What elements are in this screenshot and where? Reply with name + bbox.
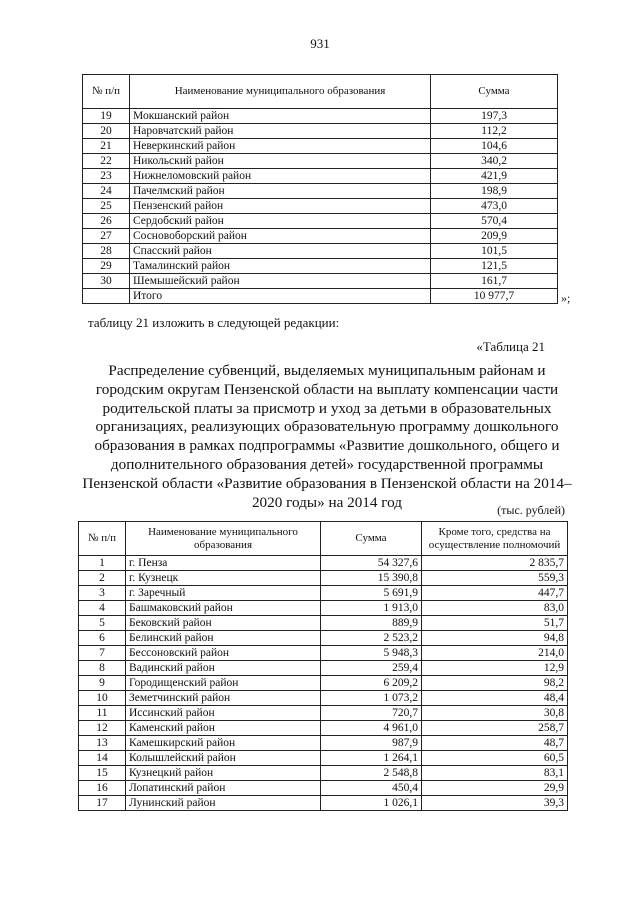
row-extra: 2 835,7 — [422, 556, 568, 571]
row-sum: 4 961,0 — [321, 721, 422, 736]
row-name: Лопатинский район — [126, 781, 321, 796]
row-sum: 112,2 — [431, 124, 558, 139]
row-sum: 2 523,2 — [321, 631, 422, 646]
row-name: Нижнеломовский район — [130, 169, 431, 184]
header-sum: Сумма — [431, 75, 558, 109]
row-num: 12 — [79, 721, 126, 736]
table-row — [83, 124, 558, 139]
row-num: 25 — [83, 199, 130, 214]
row-sum: 473,0 — [431, 199, 558, 214]
row-num: 16 — [79, 781, 126, 796]
row-num: 6 — [79, 631, 126, 646]
row-extra: 83,1 — [422, 766, 568, 781]
row-name: Городищенский район — [126, 676, 321, 691]
row-num: 7 — [79, 646, 126, 661]
total-sum: 10 977,7 — [431, 289, 558, 304]
row-num: 22 — [83, 154, 130, 169]
row-extra: 39,3 — [422, 796, 568, 811]
row-extra: 51,7 — [422, 616, 568, 631]
table-row — [83, 139, 558, 154]
row-extra: 48,4 — [422, 691, 568, 706]
row-extra: 447,7 — [422, 586, 568, 601]
row-sum: 197,3 — [431, 109, 558, 124]
table-heading: Распределение субвенций, выделяемых муниципальным районам и городским округам Пензенской области на выплату компенсации части родительской платы за присмотр и уход за детьми в образовательных организациях, реализующих образовательную программу дошкольного образования в рамках подпрограммы «Развитие дошкольного, общего и дополнительного образования детей» государственной программы Пензенской области «Развитие образования в Пензенской области на 2014–2020 годы» на 2014 год — [82, 362, 572, 511]
row-extra: 258,7 — [422, 721, 568, 736]
row-sum: 161,7 — [431, 274, 558, 289]
table-row — [79, 586, 568, 601]
table-row — [79, 616, 568, 631]
row-extra: 12,9 — [422, 661, 568, 676]
row-sum: 1 026,1 — [321, 796, 422, 811]
header-extra: Кроме того, средства на осуществление полномочий — [422, 522, 568, 556]
row-num: 4 — [79, 601, 126, 616]
table-body — [83, 109, 558, 304]
table-row — [79, 706, 568, 721]
row-name: г. Пенза — [126, 556, 321, 571]
units-note: (тыс. рублей) — [497, 503, 565, 517]
row-extra: 98,2 — [422, 676, 568, 691]
table-row — [79, 601, 568, 616]
table-row — [83, 244, 558, 259]
row-num: 28 — [83, 244, 130, 259]
row-extra: 214,0 — [422, 646, 568, 661]
row-extra: 83,0 — [422, 601, 568, 616]
header-sum: Сумма — [321, 522, 422, 556]
row-sum: 121,5 — [431, 259, 558, 274]
table-row — [79, 631, 568, 646]
row-name: Сосновоборский район — [130, 229, 431, 244]
row-num: 30 — [83, 274, 130, 289]
header-name: Наименование муниципального образования — [130, 75, 431, 109]
row-name: Вадинский район — [126, 661, 321, 676]
row-name: Шемышейский район — [130, 274, 431, 289]
row-sum: 198,9 — [431, 184, 558, 199]
row-num: 9 — [79, 676, 126, 691]
table-label: «Таблица 21 — [476, 339, 545, 354]
row-num: 2 — [79, 571, 126, 586]
header-num: № п/п — [83, 75, 130, 109]
row-name: Спасский район — [130, 244, 431, 259]
row-num: 3 — [79, 586, 126, 601]
row-num: 15 — [79, 766, 126, 781]
row-num: 26 — [83, 214, 130, 229]
row-num: 10 — [79, 691, 126, 706]
table-header-row — [83, 75, 558, 109]
row-name: Камешкирский район — [126, 736, 321, 751]
table-row — [83, 214, 558, 229]
row-sum: 1 264,1 — [321, 751, 422, 766]
table-row — [79, 796, 568, 811]
row-sum: 2 548,8 — [321, 766, 422, 781]
row-name: Кузнецкий район — [126, 766, 321, 781]
row-name: Колышлейский район — [126, 751, 321, 766]
row-sum: 259,4 — [321, 661, 422, 676]
row-num: 20 — [83, 124, 130, 139]
row-name: Никольский район — [130, 154, 431, 169]
row-name: Сердобский район — [130, 214, 431, 229]
row-name: Каменский район — [126, 721, 321, 736]
row-name: Мокшанский район — [130, 109, 431, 124]
row-name: Пачелмский район — [130, 184, 431, 199]
table-row — [83, 199, 558, 214]
row-sum: 101,5 — [431, 244, 558, 259]
row-num: 8 — [79, 661, 126, 676]
row-sum: 54 327,6 — [321, 556, 422, 571]
row-sum: 340,2 — [431, 154, 558, 169]
row-name: Бековский район — [126, 616, 321, 631]
row-num: 5 — [79, 616, 126, 631]
header-name: Наименование муниципального образования — [126, 522, 321, 556]
table-row — [79, 646, 568, 661]
row-sum: 1 073,2 — [321, 691, 422, 706]
row-name: Иссинский район — [126, 706, 321, 721]
table-header-row — [79, 522, 568, 556]
table-row — [83, 184, 558, 199]
row-sum: 889,9 — [321, 616, 422, 631]
row-num: 24 — [83, 184, 130, 199]
subvention-distribution-table — [78, 521, 568, 811]
row-num: 27 — [83, 229, 130, 244]
table-row — [79, 691, 568, 706]
closing-quote: »; — [561, 291, 571, 305]
row-name: г. Кузнецк — [126, 571, 321, 586]
table-row — [79, 661, 568, 676]
row-num: 11 — [79, 706, 126, 721]
table-row — [79, 751, 568, 766]
row-name: Лунинский район — [126, 796, 321, 811]
row-sum: 1 913,0 — [321, 601, 422, 616]
row-name: Земетчинский район — [126, 691, 321, 706]
table-row — [79, 781, 568, 796]
row-num: 23 — [83, 169, 130, 184]
row-sum: 5 948,3 — [321, 646, 422, 661]
table-row — [83, 274, 558, 289]
row-num: 13 — [79, 736, 126, 751]
table-row — [79, 676, 568, 691]
row-num: 19 — [83, 109, 130, 124]
row-name: г. Заречный — [126, 586, 321, 601]
table-row — [79, 721, 568, 736]
row-name: Башмаковский район — [126, 601, 321, 616]
row-sum: 450,4 — [321, 781, 422, 796]
row-sum: 104,6 — [431, 139, 558, 154]
table-row — [79, 766, 568, 781]
table-row — [79, 571, 568, 586]
row-num: 21 — [83, 139, 130, 154]
row-num: 17 — [79, 796, 126, 811]
row-num: 14 — [79, 751, 126, 766]
municipal-sums-table-continued — [82, 74, 558, 304]
total-label: Итого — [130, 289, 431, 304]
row-sum: 5 691,9 — [321, 586, 422, 601]
total-row — [83, 289, 558, 304]
row-sum: 570,4 — [431, 214, 558, 229]
row-name: Бессоновский район — [126, 646, 321, 661]
row-name: Неверкинский район — [130, 139, 431, 154]
row-name: Пензенский район — [130, 199, 431, 214]
table-body — [79, 556, 568, 811]
row-extra: 30,8 — [422, 706, 568, 721]
total-num — [83, 289, 130, 304]
row-sum: 209,9 — [431, 229, 558, 244]
row-sum: 720,7 — [321, 706, 422, 721]
header-num: № п/п — [79, 522, 126, 556]
row-extra: 559,3 — [422, 571, 568, 586]
table-row — [79, 736, 568, 751]
row-extra: 48,7 — [422, 736, 568, 751]
row-sum: 6 209,2 — [321, 676, 422, 691]
page-number: 931 — [310, 36, 330, 51]
row-name: Тамалинский район — [130, 259, 431, 274]
row-sum: 987,9 — [321, 736, 422, 751]
table-row — [83, 109, 558, 124]
row-sum: 421,9 — [431, 169, 558, 184]
row-extra: 29,9 — [422, 781, 568, 796]
row-sum: 15 390,8 — [321, 571, 422, 586]
row-extra: 60,5 — [422, 751, 568, 766]
table-row — [83, 259, 558, 274]
instruction-text: таблицу 21 изложить в следующей редакции: — [88, 315, 340, 330]
table-row — [83, 154, 558, 169]
table-row — [79, 556, 568, 571]
row-num: 29 — [83, 259, 130, 274]
row-name: Наровчатский район — [130, 124, 431, 139]
row-num: 1 — [79, 556, 126, 571]
table-row — [83, 169, 558, 184]
row-extra: 94,8 — [422, 631, 568, 646]
row-name: Белинский район — [126, 631, 321, 646]
table-row — [83, 229, 558, 244]
